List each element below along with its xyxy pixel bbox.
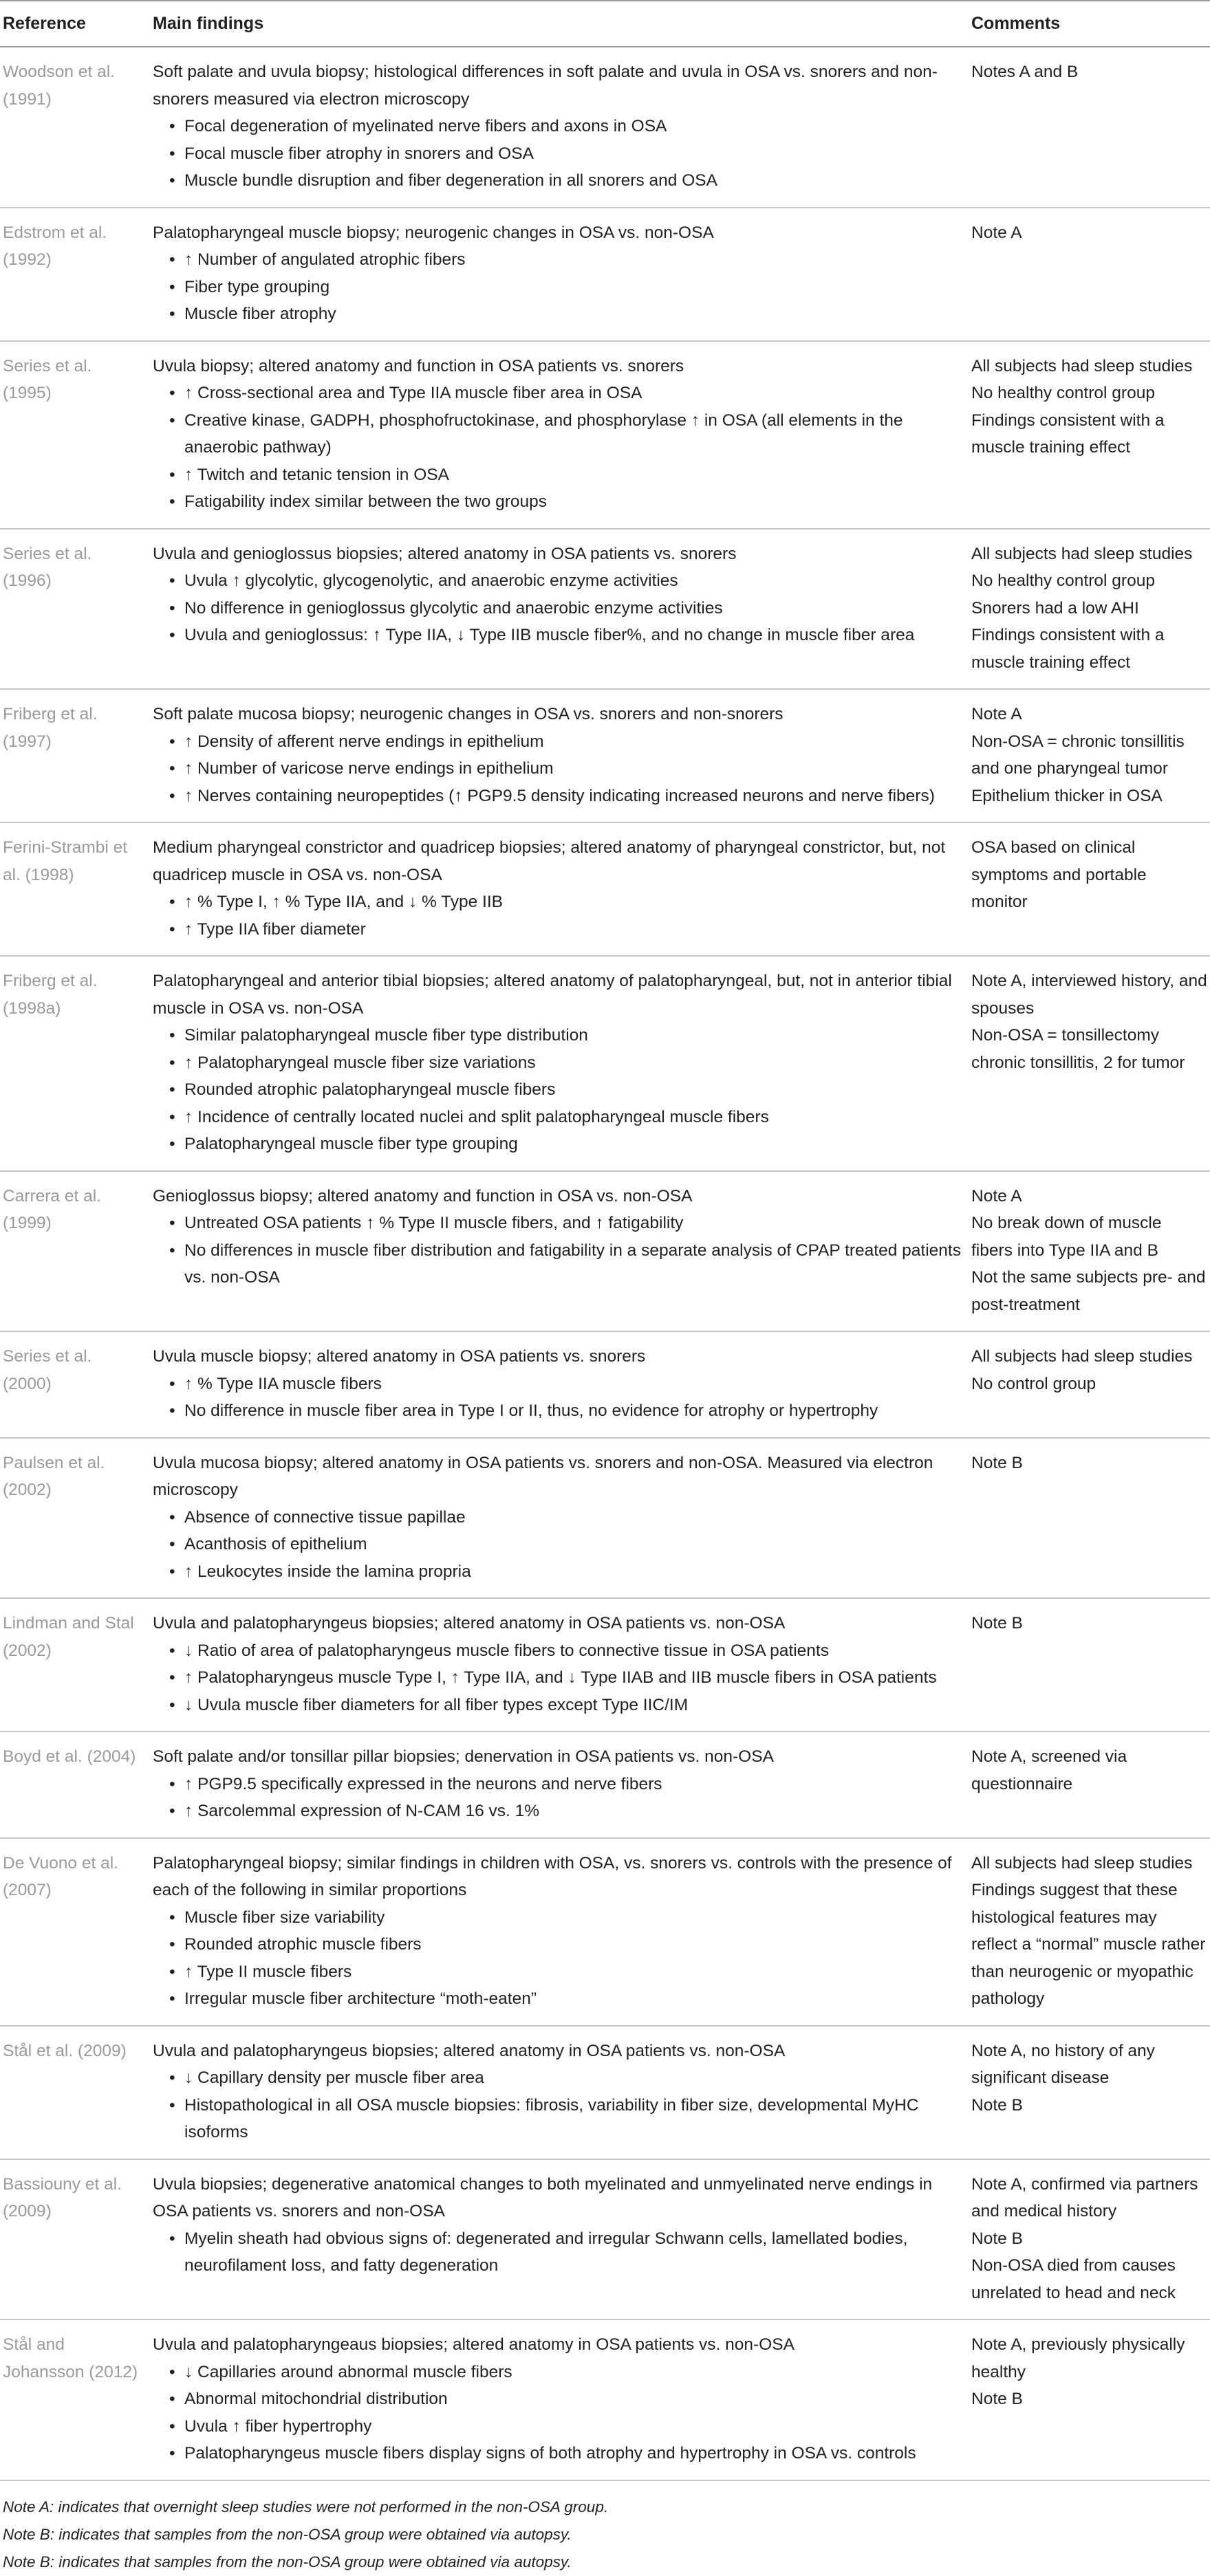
finding-bullet-list <box>153 567 963 649</box>
finding-bullet-list <box>153 1504 963 1586</box>
reference-cell: Stål et al. (2009) <box>0 2026 153 2159</box>
main-findings-cell <box>153 341 971 529</box>
comments-cell <box>971 2320 1210 2480</box>
finding-bullet: • ↓ Uvula muscle fiber diameters for all fiber types except Type IIC/IM <box>169 1692 963 1719</box>
main-findings-cell <box>153 2320 971 2480</box>
main-findings-cell <box>153 956 971 1171</box>
main-findings-cell <box>153 1838 971 2026</box>
main-findings-cell <box>153 529 971 690</box>
finding-bullet: • Rounded atrophic muscle fibers <box>169 1931 963 1958</box>
finding-bullet: • ↑ Number of angulated atrophic fibers <box>169 246 963 274</box>
finding-bullet-list <box>153 1637 963 1719</box>
finding-bullet: • Focal degeneration of myelinated nerve fibers and axons in OSA <box>169 113 963 140</box>
reference-cell: Edstrom et al. (1992) <box>0 208 153 341</box>
table-notes <box>0 2481 1210 2576</box>
table-row <box>0 1838 1210 2026</box>
comment-line: Note A <box>971 705 1022 723</box>
finding-bullet: • Focal muscle fiber atrophy in snorers and OSA <box>169 140 963 168</box>
reference-cell: Ferini-Strambi et al. (1998) <box>0 822 153 956</box>
finding-bullet: • Palatopharyngeal muscle fiber type grouping <box>169 1131 963 1158</box>
comment-line: All subjects had sleep studies <box>971 356 1193 375</box>
main-findings-cell <box>153 1732 971 1838</box>
finding-bullet-list <box>153 246 963 328</box>
reference-cell: Bassiouny et al. (2009) <box>0 2159 153 2320</box>
comments-cell <box>971 341 1210 529</box>
finding-bullet-list <box>153 1210 963 1291</box>
finding-bullet: • ↓ Capillaries around abnormal muscle fibers <box>169 2359 963 2386</box>
finding-bullet-list <box>153 380 963 516</box>
finding-bullet: • ↑ % Type I, ↑ % Type IIA, and ↓ % Type IIB <box>169 888 963 916</box>
comment-line: Note A, previously physically healthy <box>971 2335 1185 2381</box>
finding-bullet: • ↑ PGP9.5 specifically expressed in the neurons and nerve fibers <box>169 1771 963 1798</box>
table-header <box>0 1 1210 47</box>
finding-bullet: • Acanthosis of epithelium <box>169 1531 963 1558</box>
comment-line: Findings consistent with a muscle training effect <box>971 626 1165 672</box>
note-line: Note A: indicates that overnight sleep studies were not performed in the non-OSA group. <box>3 2498 609 2515</box>
comment-line: Note A, interviewed history, and spouses <box>971 972 1207 1018</box>
header-comments: Comments <box>971 1 1210 47</box>
comments-cell <box>971 1438 1210 1599</box>
table-row <box>0 822 1210 956</box>
finding-bullet: • No differences in muscle fiber distribution and fatigability in a separate analysis of CPAP treated patients vs. non-OSA <box>169 1237 963 1291</box>
finding-bullet: • ↑ Number of varicose nerve endings in epithelium <box>169 755 963 783</box>
finding-bullet: • Fiber type grouping <box>169 274 963 301</box>
table-row <box>0 208 1210 341</box>
comments-cell <box>971 822 1210 956</box>
finding-bullet: • ↑ Palatopharyngeal muscle fiber size variations <box>169 1049 963 1077</box>
comments-cell <box>971 689 1210 822</box>
comment-line: All subjects had sleep studies <box>971 1347 1193 1366</box>
comments-cell <box>971 1838 1210 2026</box>
comment-line: No healthy control group <box>971 384 1155 402</box>
finding-title: Uvula and genioglossus biopsies; altered anatomy in OSA patients vs. snorers <box>153 544 737 563</box>
comment-line: All subjects had sleep studies <box>971 1853 1193 1873</box>
table-row <box>0 47 1210 208</box>
main-findings-cell <box>153 1331 971 1438</box>
comment-line: Notes A and B <box>971 63 1079 81</box>
finding-bullet: • ↑ Nerves containing neuropeptides (↑ PGP9.5 density indicating increased neurons and nerve fibers) <box>169 783 963 810</box>
finding-title: Uvula and palatopharyngeus biopsies; altered anatomy in OSA patients vs. non-OSA <box>153 1614 786 1633</box>
reference-cell: Stål and Johansson (2012) <box>0 2320 153 2480</box>
comment-line: Note A, confirmed via partners and medical history <box>971 2174 1198 2220</box>
reference-cell: Friberg et al. (1998a) <box>0 956 153 1171</box>
main-findings-cell <box>153 689 971 822</box>
table-row <box>0 689 1210 822</box>
finding-title: Uvula muscle biopsy; altered anatomy in OSA patients vs. snorers <box>153 1347 646 1366</box>
comment-line: Findings consistent with a muscle training effect <box>971 411 1165 457</box>
finding-bullet: • Rounded atrophic palatopharyngeal muscle fibers <box>169 1076 963 1104</box>
comments-cell <box>971 1732 1210 1838</box>
finding-bullet: • ↑ Type IIA fiber diameter <box>169 916 963 943</box>
comment-line: Findings suggest that these histological features may reflect a “normal” muscle rather than neurogenic or myopathic pathology <box>971 1881 1206 2008</box>
reference-cell: De Vuono et al. (2007) <box>0 1838 153 2026</box>
finding-bullet: • ↑ Sarcolemmal expression of N-CAM 16 vs. 1% <box>169 1798 963 1825</box>
comments-cell <box>971 1171 1210 1332</box>
finding-title: Soft palate and uvula biopsy; histological differences in soft palate and uvula in OSA vs. snorers and non-snorers measured via electron microscopy <box>153 63 938 109</box>
finding-bullet-list <box>153 1022 963 1158</box>
table-body <box>0 47 1210 2480</box>
finding-bullet: • Uvula ↑ glycolytic, glycogenolytic, and anaerobic enzyme activities <box>169 567 963 595</box>
finding-bullet: • ↑ Type II muscle fibers <box>169 1958 963 1986</box>
finding-bullet-list <box>153 113 963 195</box>
comment-line: Note A, no history of any significant disease <box>971 2041 1155 2087</box>
finding-bullet: • Histopathological in all OSA muscle biopsies: fibrosis, variability in fiber size, developmental MyHC isoforms <box>169 2092 963 2146</box>
finding-bullet: • Untreated OSA patients ↑ % Type II muscle fibers, and ↑ fatigability <box>169 1210 963 1237</box>
finding-bullet: • ↑ Palatopharyngeus muscle Type I, ↑ Type IIA, and ↓ Type IIAB and IIB muscle fibers in OSA patients <box>169 1664 963 1692</box>
reference-cell: Friberg et al. (1997) <box>0 689 153 822</box>
reference-cell: Series et al. (2000) <box>0 1331 153 1438</box>
main-findings-cell <box>153 1171 971 1332</box>
table-row <box>0 1732 1210 1838</box>
table-row <box>0 956 1210 1171</box>
finding-bullet: • Absence of connective tissue papillae <box>169 1504 963 1531</box>
comment-line: Non-OSA = tonsillectomy chronic tonsillitis, 2 for tumor <box>971 1026 1185 1072</box>
comment-line: Non-OSA = chronic tonsillitis and one pharyngeal tumor <box>971 732 1185 778</box>
finding-bullet: • ↑ Cross-sectional area and Type IIA muscle fiber area in OSA <box>169 380 963 407</box>
finding-bullet: • Muscle bundle disruption and fiber degeneration in all snorers and OSA <box>169 167 963 195</box>
comment-line: Note B <box>971 2390 1023 2408</box>
finding-title: Soft palate and/or tonsillar pillar biopsies; denervation in OSA patients vs. non-OSA <box>153 1747 774 1766</box>
table-row <box>0 529 1210 690</box>
finding-bullet: • Fatigability index similar between the two groups <box>169 488 963 516</box>
finding-bullet: • ↓ Capillary density per muscle fiber area <box>169 2064 963 2092</box>
finding-title: Medium pharyngeal constrictor and quadricep biopsies; altered anatomy of pharyngeal constrictor, but, not quadricep muscle in OSA vs. non-OSA <box>153 838 946 884</box>
table-row <box>0 1171 1210 1332</box>
finding-bullet-list <box>153 1771 963 1825</box>
finding-bullet: • Myelin sheath had obvious signs of: degenerated and irregular Schwann cells, lamellated bodies, neurofilament loss, and fatty degeneration <box>169 2225 963 2280</box>
note-line: Note B: indicates that samples from the non-OSA group were obtained via autopsy. <box>3 2525 572 2543</box>
table-row <box>0 1438 1210 1599</box>
comment-line: All subjects had sleep studies <box>971 544 1193 563</box>
note-line: Note B: indicates that samples from the non-OSA group were obtained via autopsy. <box>3 2553 572 2570</box>
comment-line: Note B <box>971 1614 1023 1633</box>
finding-bullet: • ↑ Twitch and tetanic tension in OSA <box>169 461 963 489</box>
table-row <box>0 2320 1210 2480</box>
finding-bullet: • Abnormal mitochondrial distribution <box>169 2386 963 2413</box>
main-findings-cell <box>153 208 971 341</box>
main-findings-cell <box>153 2159 971 2320</box>
comments-cell <box>971 529 1210 690</box>
finding-bullet-list <box>153 1904 963 2013</box>
comments-cell <box>971 2159 1210 2320</box>
comment-line: Snorers had a low AHI <box>971 598 1139 618</box>
reference-cell: Paulsen et al. (2002) <box>0 1438 153 1599</box>
finding-title: Palatopharyngeal and anterior tibial biopsies; altered anatomy of palatopharyngeal, but, not in anterior tibial muscle in OSA vs. non-OSA <box>153 972 952 1018</box>
table-row <box>0 341 1210 529</box>
finding-title: Soft palate mucosa biopsy; neurogenic changes in OSA vs. snorers and non-snorers <box>153 705 784 723</box>
comments-cell <box>971 1331 1210 1438</box>
finding-bullet-list <box>153 888 963 943</box>
reference-cell: Series et al. (1995) <box>0 341 153 529</box>
finding-title: Uvula mucosa biopsy; altered anatomy in OSA patients vs. snorers and non-OSA. Measured via electron microscopy <box>153 1453 933 1499</box>
comment-line: Not the same subjects pre- and post-treatment <box>971 1268 1206 1314</box>
finding-bullet: • ↑ Density of afferent nerve endings in epithelium <box>169 728 963 756</box>
comment-line: Note A, screened via questionnaire <box>971 1747 1127 1793</box>
comments-cell <box>971 47 1210 208</box>
reference-cell: Boyd et al. (2004) <box>0 1732 153 1838</box>
finding-bullet-list <box>153 728 963 810</box>
header-row <box>0 1 1210 47</box>
main-findings-cell <box>153 1438 971 1599</box>
finding-title: Palatopharyngeal muscle biopsy; neurogenic changes in OSA vs. non-OSA <box>153 223 714 242</box>
finding-bullet: • Muscle fiber atrophy <box>169 301 963 328</box>
finding-bullet-list <box>153 2359 963 2467</box>
comment-line: Non-OSA died from causes unrelated to head and neck <box>971 2256 1176 2302</box>
finding-title: Uvula and palatopharyngeaus biopsies; altered anatomy in OSA patients vs. non-OSA <box>153 2335 795 2354</box>
finding-bullet: • ↑ Leukocytes inside the lamina propria <box>169 1558 963 1586</box>
comment-line: No healthy control group <box>971 571 1155 590</box>
finding-bullet: • Irregular muscle fiber architecture “moth-eaten” <box>169 1985 963 2013</box>
reference-cell: Series et al. (1996) <box>0 529 153 690</box>
finding-bullet-list <box>153 2064 963 2146</box>
comments-cell <box>971 208 1210 341</box>
header-reference: Reference <box>0 1 153 47</box>
table-row <box>0 1331 1210 1438</box>
finding-bullet-list <box>153 1371 963 1425</box>
finding-title: Palatopharyngeal biopsy; similar findings in children with OSA, vs. snorers vs. controls with the presence of each of the following in similar proportions <box>153 1853 952 1899</box>
main-findings-cell <box>153 1598 971 1732</box>
comment-line: Note B <box>971 2229 1023 2248</box>
reference-cell: Woodson et al. (1991) <box>0 47 153 208</box>
finding-bullet: • No difference in muscle fiber area in Type I or II, thus, no evidence for atrophy or hypertrophy <box>169 1397 963 1425</box>
comment-line: Note A <box>971 1186 1022 1205</box>
finding-bullet: • Muscle fiber size variability <box>169 1904 963 1932</box>
comment-line: No control group <box>971 1374 1096 1393</box>
main-findings-cell <box>153 2026 971 2159</box>
comment-line: Note A <box>971 223 1022 242</box>
finding-title: Genioglossus biopsy; altered anatomy and function in OSA vs. non-OSA <box>153 1186 693 1205</box>
main-findings-cell <box>153 822 971 956</box>
comment-line: Note B <box>971 2095 1023 2115</box>
finding-title: Uvula biopsy; altered anatomy and function in OSA patients vs. snorers <box>153 356 684 375</box>
comment-line: No break down of muscle fibers into Type IIA and B <box>971 1214 1162 1260</box>
finding-bullet: • Uvula and genioglossus: ↑ Type IIA, ↓ Type IIB muscle fiber%, and no change in muscle fiber area <box>169 622 963 649</box>
finding-bullet: • No difference in genioglossus glycolytic and anaerobic enzyme activities <box>169 595 963 622</box>
reference-cell: Lindman and Stal (2002) <box>0 1598 153 1732</box>
table-row <box>0 2026 1210 2159</box>
finding-title: Uvula biopsies; degenerative anatomical changes to both myelinated and unmyelinated nerve endings in OSA patients vs. snorers and non-OSA <box>153 2174 933 2220</box>
finding-bullet: • Similar palatopharyngeal muscle fiber type distribution <box>169 1022 963 1049</box>
finding-bullet: • ↑ % Type IIA muscle fibers <box>169 1371 963 1398</box>
finding-bullet-list <box>153 2225 963 2280</box>
comments-cell <box>971 956 1210 1171</box>
finding-bullet: • Palatopharyngeus muscle fibers display signs of both atrophy and hypertrophy in OSA vs. controls <box>169 2440 963 2467</box>
reference-cell: Carrera et al. (1999) <box>0 1171 153 1332</box>
finding-bullet: • ↓ Ratio of area of palatopharyngeus muscle fibers to connective tissue in OSA patients <box>169 1637 963 1665</box>
table-row <box>0 1598 1210 1732</box>
comment-line: Epithelium thicker in OSA <box>971 786 1163 805</box>
comment-line: OSA based on clinical symptoms and portable monitor <box>971 838 1147 911</box>
finding-bullet: • ↑ Incidence of centrally located nuclei and split palatopharyngeal muscle fibers <box>169 1104 963 1131</box>
finding-title: Uvula and palatopharyngeus biopsies; altered anatomy in OSA patients vs. non-OSA <box>153 2041 786 2060</box>
finding-bullet: • Uvula ↑ fiber hypertrophy <box>169 2413 963 2441</box>
table-row <box>0 2159 1210 2320</box>
main-findings-cell <box>153 47 971 208</box>
comment-line: Note B <box>971 1453 1023 1472</box>
comments-cell <box>971 1598 1210 1732</box>
header-main-findings: Main findings <box>153 1 971 47</box>
finding-bullet: • Creative kinase, GADPH, phosphofructokinase, and phosphorylase ↑ in OSA (all elements in the anaerobic pathway) <box>169 407 963 461</box>
comments-cell <box>971 2026 1210 2159</box>
